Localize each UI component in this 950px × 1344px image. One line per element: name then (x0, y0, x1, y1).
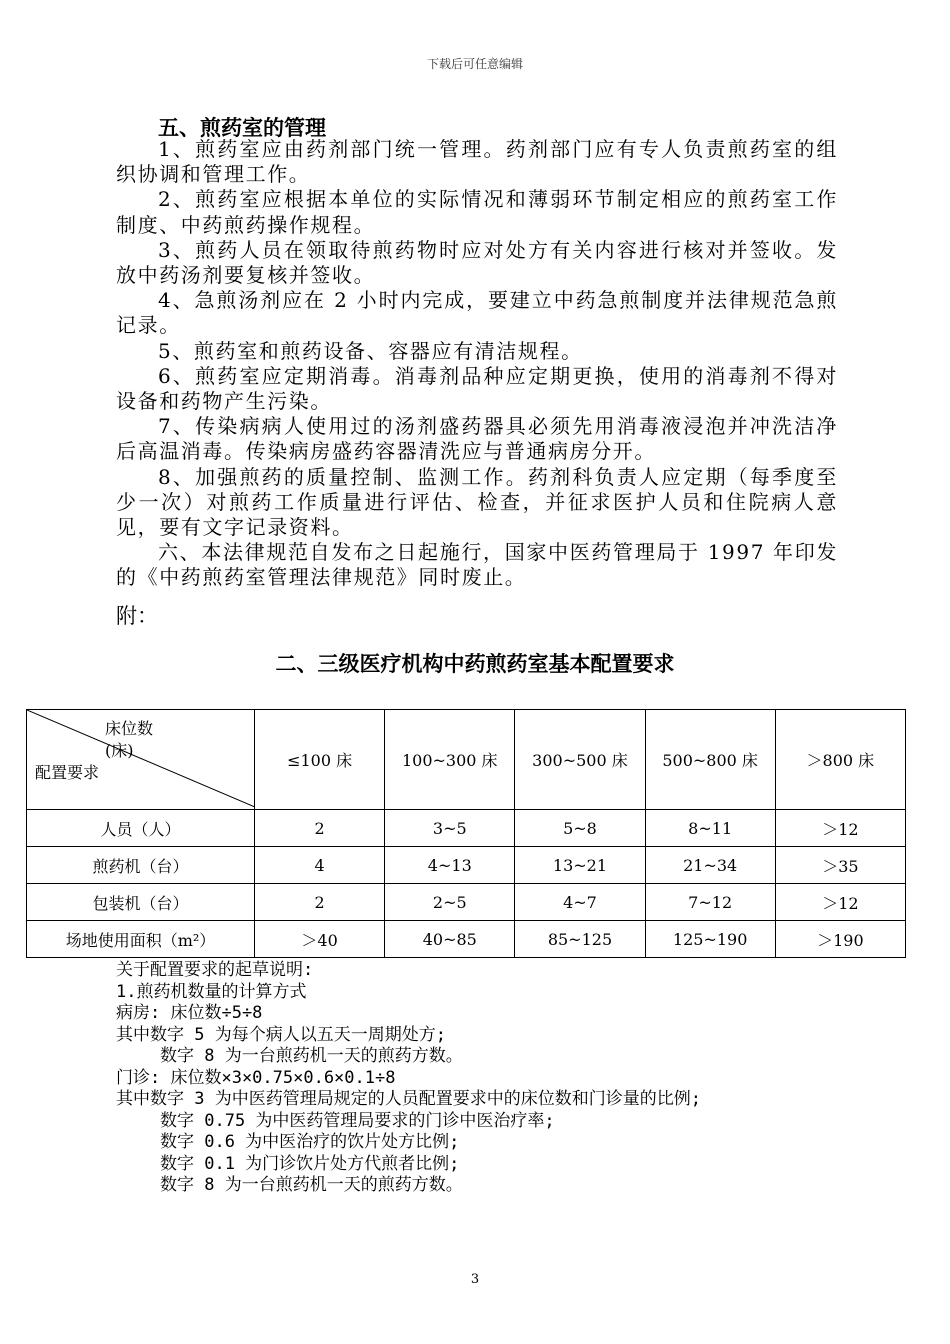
table-cell: ＞35 (775, 847, 905, 884)
table-row (27, 810, 906, 847)
configuration-table (26, 709, 906, 958)
section-title: 五、煎药室的管理 (158, 116, 326, 140)
note-line: 数字 0.75 为中医药管理局要求的门诊中医治疗率; (160, 1110, 555, 1131)
note-line: 数字 8 为一台煎药机一天的煎药方数。 (160, 1175, 463, 1195)
diagonal-header-cell (27, 710, 255, 810)
table-title: 二、三级医疗机构中药煎药室基本配置要求 (275, 652, 675, 676)
note-line: 1.煎药机数量的计算方式 (116, 981, 307, 1002)
note-line: 其中数字 3 为中医药管理局规定的人员配置要求中的床位数和门诊量的比例; (116, 1089, 701, 1109)
table-cell: ＞12 (775, 810, 905, 847)
table-cell: ＞12 (775, 884, 905, 921)
appendix-label: 附： (116, 604, 158, 628)
note-line: 关于配置要求的起草说明: (116, 960, 314, 980)
note-line: 数字 0.6 为中医治疗的饮片处方比例; (160, 1132, 460, 1152)
column-header: 300~500 床 (515, 710, 645, 810)
table-cell: 13~21 (515, 847, 645, 884)
effective-date-paragraph: 六、本法律规范自发布之日起施行，国家中医药管理局于 1997 年印发的《中药煎药室管理法律规范》同时废止。 (116, 540, 838, 590)
column-header: 100~300 床 (385, 710, 515, 810)
note-line: 其中数字 5 为每个病人以五天一周期处方; (116, 1024, 446, 1045)
row-label: 场地使用面积（m²） (27, 921, 255, 958)
table-cell: 21~34 (645, 847, 775, 884)
page-number: 3 (470, 1272, 480, 1287)
corner-bed-count-label: 床位数 (105, 719, 154, 738)
drafting-notes (116, 960, 846, 1197)
table-row (27, 921, 906, 958)
table-cell: 4 (255, 847, 385, 884)
rule-paragraph: 5、煎药室和煎药设备、容器应有清洁规程。 (158, 338, 583, 363)
column-header: ＞800 床 (775, 710, 905, 810)
table-cell: 8~11 (645, 810, 775, 847)
corner-requirement-label: 配置要求 (35, 763, 100, 782)
rule-paragraph: 3、煎药人员在领取待煎药物时应对处方有关内容进行核对并签收。发放中药汤剂要复核并签收。 (116, 237, 838, 288)
table-cell: 40~85 (385, 921, 515, 958)
column-header: 500~800 床 (645, 710, 775, 810)
rule-paragraph: 2、煎药室应根据本单位的实际情况和薄弱环节制定相应的煎药室工作制度、中药煎药操作规程。 (116, 187, 838, 237)
rule-paragraph: 1、煎药室应由药剂部门统一管理。药剂部门应有专人负责煎药室的组织协调和管理工作。 (116, 137, 838, 187)
rule-paragraph: 8、加强煎药的质量控制、监测工作。药剂科负责人应定期（每季度至少一次）对煎药工作质量进行评估、检查，并征求医护人员和住院病人意见，要有文字记录资料。 (116, 464, 838, 540)
table-cell: 2 (255, 810, 385, 847)
row-label: 人员（人） (27, 810, 255, 847)
table-cell: 2~5 (385, 884, 515, 921)
column-header: ≤100 床 (255, 710, 385, 810)
row-label: 包装机（台） (27, 884, 255, 921)
table-header-row (27, 710, 906, 810)
table-cell: 4~13 (385, 847, 515, 884)
table-row (27, 847, 906, 884)
table-cell: ＞190 (775, 921, 905, 958)
row-label: 煎药机（台） (27, 847, 255, 884)
note-line: 数字 8 为一台煎药机一天的煎药方数。 (160, 1046, 463, 1066)
table-cell: 7~12 (645, 884, 775, 921)
table-cell: 85~125 (515, 921, 645, 958)
rule-paragraph: 4、急煎汤剂应在 2 小时内完成，要建立中药急煎制度并法律规范急煎记录。 (116, 288, 838, 338)
table-cell: 4~7 (515, 884, 645, 921)
note-line: 病房: 床位数÷5÷8 (116, 1003, 263, 1023)
table-cell: ＞40 (255, 921, 385, 958)
table-cell: 3~5 (385, 810, 515, 847)
management-rules (116, 137, 838, 591)
table-row (27, 884, 906, 921)
table-cell: 5~8 (515, 810, 645, 847)
page-header: 下载后可任意编辑 (426, 57, 523, 71)
rule-paragraph: 7、传染病病人使用过的汤剂盛药器具必须先用消毒液浸泡并冲洗洁净后高温消毒。传染病房盛药容器清洗应与普通病房分开。 (116, 414, 838, 464)
table-cell: 2 (255, 884, 385, 921)
table-cell: 125~190 (645, 921, 775, 958)
note-line: 数字 0.1 为门诊饮片处方代煎者比例; (160, 1153, 460, 1174)
corner-unit-label: (床) (105, 741, 134, 760)
rule-paragraph: 6、煎药室应定期消毒。消毒剂品种应定期更换，使用的消毒剂不得对设备和药物产生污染。 (116, 363, 838, 414)
note-line: 门诊: 床位数×3×0.75×0.6×0.1÷8 (116, 1067, 396, 1088)
